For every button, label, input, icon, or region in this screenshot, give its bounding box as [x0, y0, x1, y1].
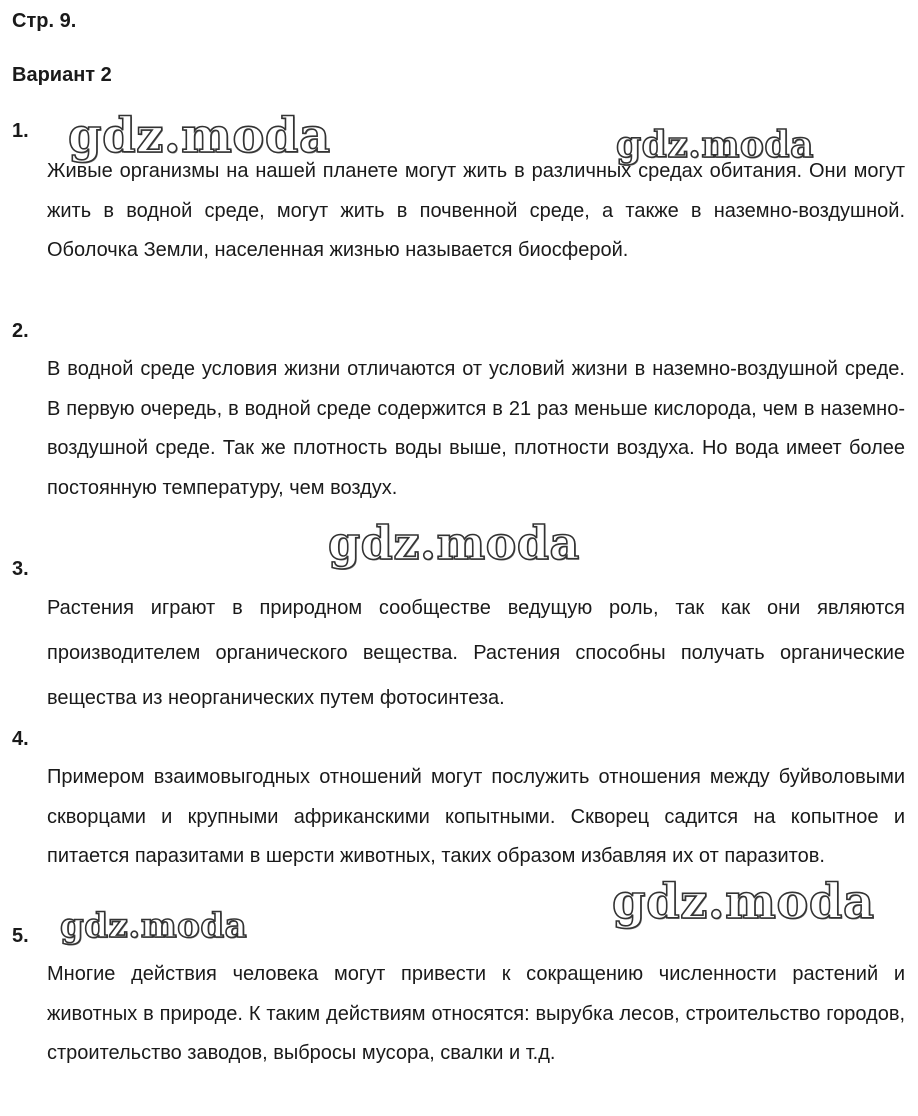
watermark: gdz.moda [328, 516, 580, 570]
watermark: gdz.moda [60, 906, 248, 946]
task-number-4: 4. [12, 728, 29, 750]
watermark: gdz.moda [612, 874, 875, 930]
watermark: gdz.moda [616, 124, 814, 166]
task-number-3: 3. [12, 558, 29, 580]
task-text-5: Многие действия человека могут привести к сокращению численности растений и животных в природе. К таким действиям относятся: вырубка лесов, строительство городов, строительство заводов, выбросы мусора, свалки и т.д. [47, 963, 905, 1064]
task-text-2: В водной среде условия жизни отличаются от условий жизни в наземно-воздушной среде. В первую очередь, в водной среде содержится в 21 раз меньше кислорода, чем в наземно-воздушной среде. Так же плотность воды выше, плотности воздуха. Но вода имеет более постоянную температуру, чем воздух. [47, 358, 905, 499]
task-text-1: Живые организмы на нашей планете могут жить в различных средах обитания. Они могут жить в водной среде, могут жить в почвенной среде, а также в наземно-воздушной. Оболочка Земли, населенная жизнью называется биосферой. [47, 160, 905, 261]
task-number-2: 2. [12, 320, 29, 342]
watermark: gdz.moda [68, 108, 331, 164]
task-number-5: 5. [12, 925, 29, 947]
task-number-1: 1. [12, 120, 29, 142]
task-text-4: Примером взаимовыгодных отношений могут послужить отношения между буйволовыми скворцами и крупными африканскими копытными. Скворец садится на копытное и питается паразитами в шерсти животных, таких образом избавляя их от паразитов. [47, 766, 905, 867]
task-text-3: Растения играют в природном сообществе ведущую роль, так как они являются производителем органического вещества. Растения способны получать органические вещества из неорганических путем фотосинтеза. [47, 597, 905, 709]
variant-title: Вариант 2 [12, 64, 112, 86]
page-header: Стр. 9. [12, 10, 77, 32]
